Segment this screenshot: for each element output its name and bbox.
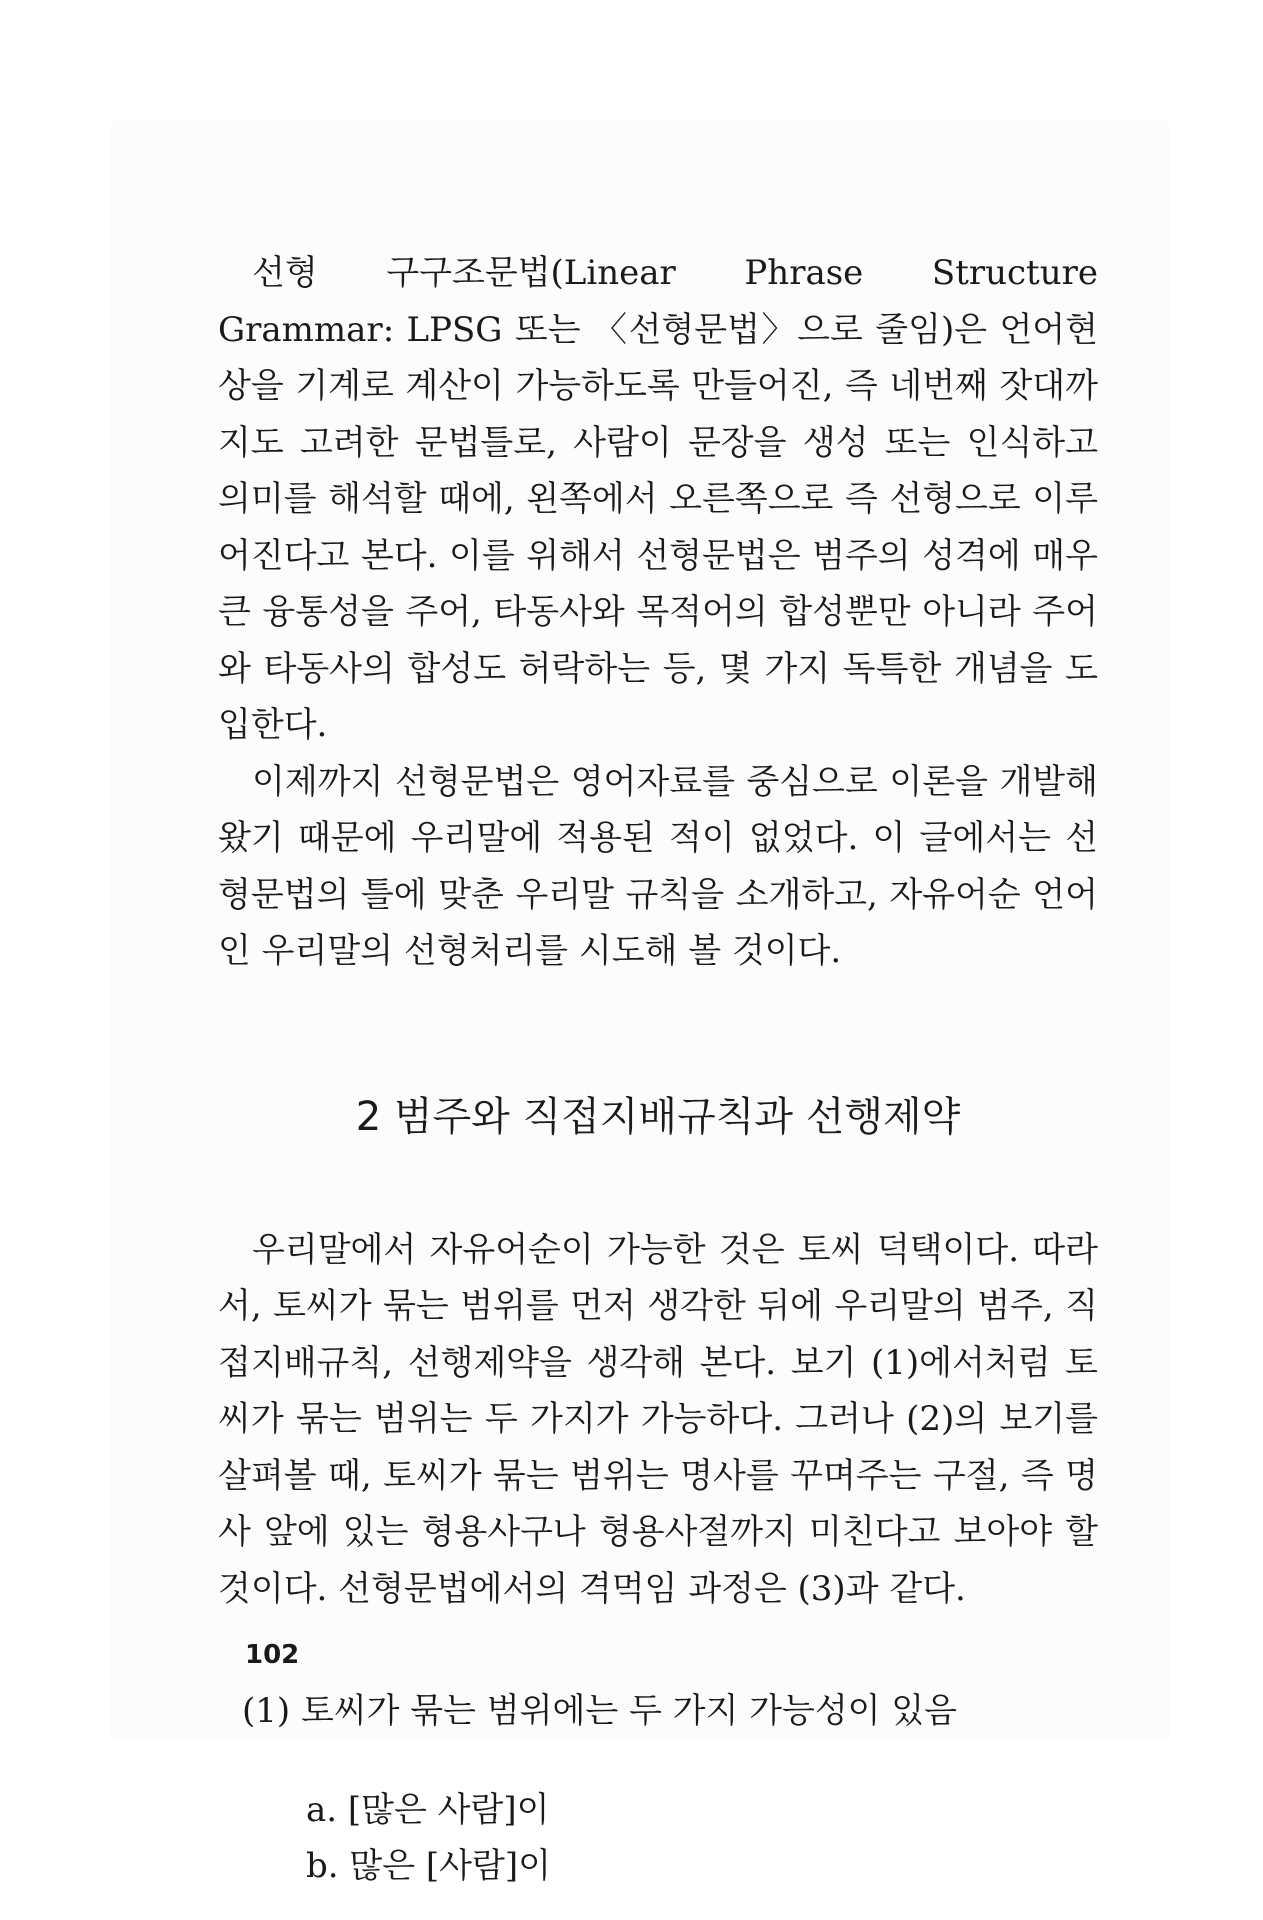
section-heading: 2 범주와 직접지배규칙과 선행제약 [355,1093,961,1140]
section-paragraph-1: 우리말에서 자유어순이 가능한 것은 토씨 덕택이다. 따라서, 토씨가 묶는 범위를 먼저 생각한 뒤에 우리말의 범주, 직접지배규칙, 선행제약을 생각해 본다. 보기 (1)에서처럼 토씨가 묶는 범위는 두 가지가 가능하다. 그러나 (2)의 보기를 살펴볼 때, 토씨가 묶는 범위는 명사를 꾸며주는 구절, 즉 명사 앞에 있는 형용사구나 형용사절까지 미친다고 보아야 할 것이다. 선형문법에서의 격먹임 과정은 (3)과 같다. [218,1229,1098,1609]
example-1-list [306,1782,1098,1894]
page-body [218,245,1098,1894]
example-1-title: (1) 토씨가 묶는 범위에는 두 가지 가능성이 있음 [242,1691,958,1731]
intro-paragraph-2: 이제까지 선형문법은 영어자료를 중심으로 이론을 개발해 왔기 때문에 우리말에 적용된 적이 없었다. 이 글에서는 선형문법의 틀에 맞춘 우리말 규칙을 소개하고, 자유어순 언어인 우리말의 선형처리를 시도해 볼 것이다. [218,761,1098,971]
page-number: 102 [245,1640,300,1670]
example-1-item-a: a. [많은 사람]이 [306,1789,550,1830]
intro-paragraph-1: 선형 구구조문법(Linear Phrase Structure Grammar: LPSG 또는 〈선형문법〉으로 줄임)은 언어현상을 기계로 계산이 가능하도록 만들어진, 즉 네번째 잣대까지도 고려한 문법틀로, 사람이 문장을 생성 또는 인식하고 의미를 해석할 때에, 왼쪽에서 오른쪽으로 즉 선형으로 이루어진다고 본다. 이를 위해서 선형문법은 범주의 성격에 매우 큰 융통성을 주어, 타동사와 목적어의 합성뿐만 아니라 주어와 타동사의 합성도 허락하는 등, 몇 가지 독특한 개념을 도입한다. [218,253,1098,745]
example-1-item-b: b. 많은 [사람]이 [306,1845,551,1886]
